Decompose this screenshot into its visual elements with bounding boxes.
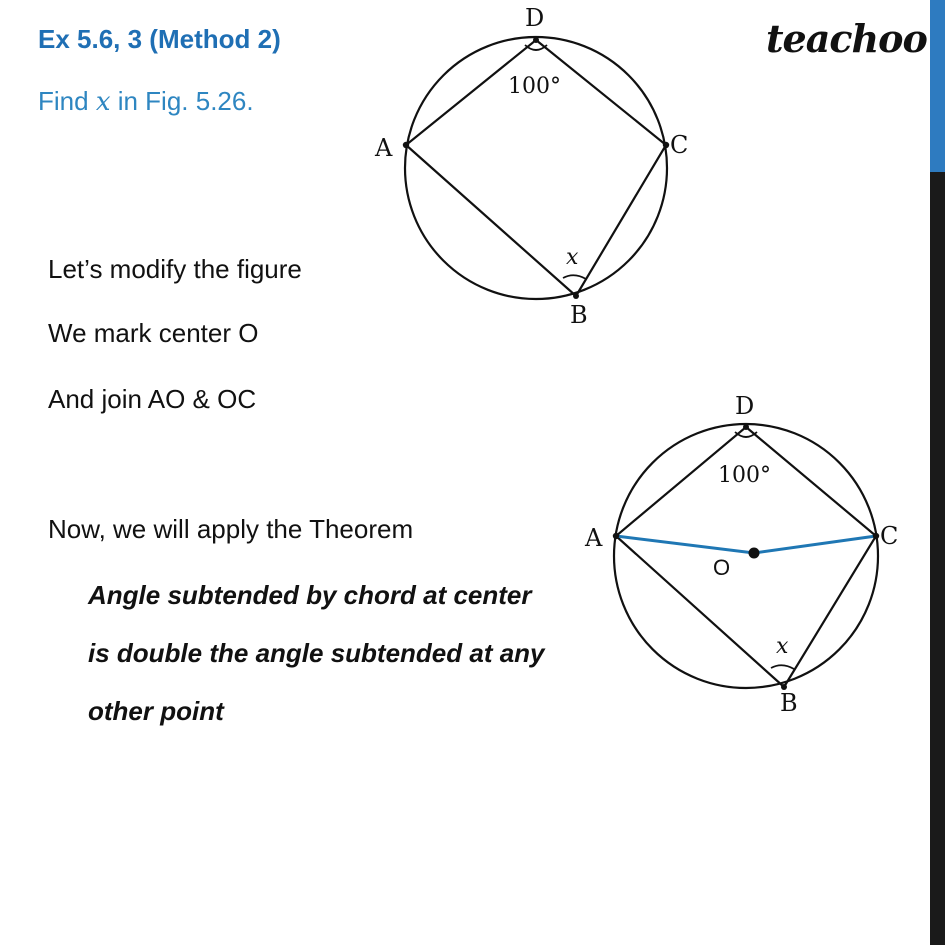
- teachoo-logo: teachoo: [766, 16, 927, 61]
- label-c: C: [880, 522, 899, 550]
- point-d: [533, 37, 539, 43]
- angle-b-arc: [771, 665, 794, 669]
- figure-modified: [580, 390, 910, 720]
- sidebar-dark: [930, 172, 945, 945]
- step-1: Let’s modify the figure: [48, 254, 302, 284]
- question-prefix: Find: [38, 86, 96, 116]
- label-d: D: [735, 392, 755, 420]
- label-a: A: [585, 524, 603, 552]
- radius-lines-ao-oc: [616, 536, 876, 553]
- step-4: Now, we will apply the Theorem: [48, 514, 414, 544]
- angle-d-value: 100°: [718, 463, 771, 488]
- angle-b-variable: x: [776, 634, 789, 659]
- angle-d-value: 100°: [508, 74, 561, 99]
- step-2: We mark center O: [48, 318, 259, 348]
- label-a: A: [375, 134, 393, 162]
- label-b: B: [570, 301, 588, 329]
- point-c: [663, 142, 669, 148]
- point-a: [403, 142, 409, 148]
- point-a: [613, 533, 619, 539]
- page-title: Ex 5.6, 3 (Method 2): [38, 24, 281, 54]
- center-o: [749, 548, 760, 559]
- label-o: O: [713, 555, 731, 580]
- point-d: [743, 424, 749, 430]
- label-b: B: [780, 689, 798, 717]
- step-3: And join AO & OC: [48, 384, 257, 414]
- theorem-line-1: Angle subtended by chord at center: [88, 580, 532, 610]
- label-d: D: [525, 4, 545, 32]
- question-variable: x: [95, 87, 111, 117]
- figure-original: [360, 0, 700, 340]
- question-text: [38, 86, 254, 117]
- question-suffix: in Fig. 5.26.: [110, 86, 254, 116]
- sidebar-accent: [930, 0, 945, 172]
- label-c: C: [670, 131, 689, 159]
- point-c: [873, 533, 879, 539]
- angle-b-arc: [563, 275, 586, 279]
- angle-b-variable: x: [566, 245, 579, 270]
- point-b: [573, 293, 579, 299]
- theorem-line-3: other point: [88, 696, 224, 726]
- theorem-line-2: is double the angle subtended at any: [88, 638, 545, 668]
